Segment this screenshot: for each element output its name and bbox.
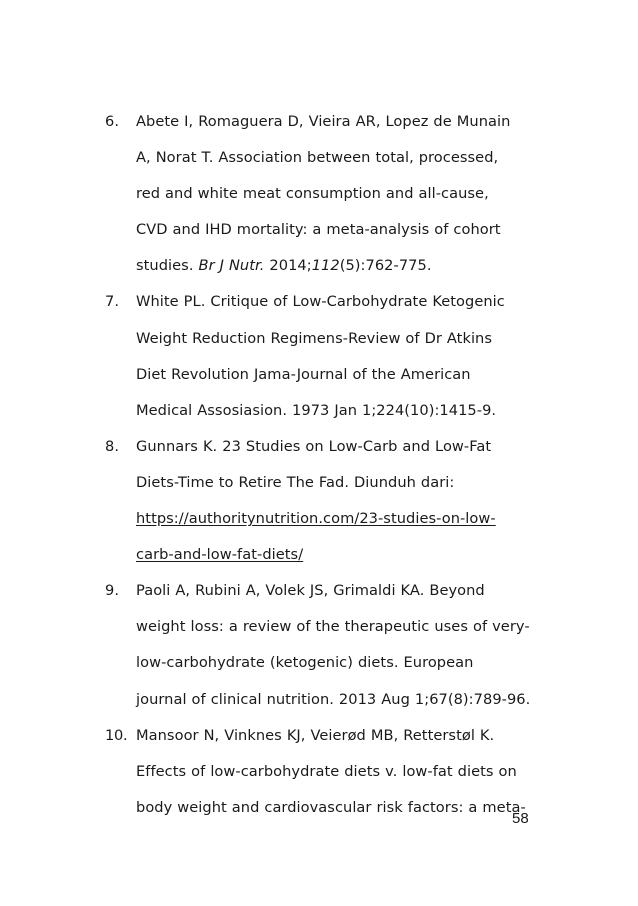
citation-prefix: studies. xyxy=(136,257,199,275)
reference-text-line: Gunnars K. 23 Studies on Low-Carb and Low-Fat xyxy=(136,437,492,455)
reference-text-line: journal of clinical nutrition. 2013 Aug 1;67(8):789-96. xyxy=(136,690,531,708)
reference-url-link[interactable]: https://authoritynutrition.com/23-studies-on-low- xyxy=(136,510,496,528)
reference-text-line: White PL. Critique of Low-Carbohydrate Ketogenic xyxy=(136,293,505,311)
reference-text-line: A, Norat T. Association between total, processed, xyxy=(136,149,499,167)
reference-item-8 xyxy=(105,429,535,573)
citation-year: 2014; xyxy=(264,257,312,275)
reference-citation-line xyxy=(136,248,535,284)
page-number: 58 xyxy=(512,810,529,827)
reference-text-line: Medical Assosiasion. 1973 Jan 1;224(10):1415-9. xyxy=(136,401,497,419)
reference-number: 7. xyxy=(105,293,120,311)
reference-item-10 xyxy=(105,718,535,826)
reference-item-6 xyxy=(105,104,535,284)
reference-text-line: body weight and cardiovascular risk factors: a meta- xyxy=(136,798,526,816)
reference-text-line: red and white meat consumption and all-cause, xyxy=(136,185,489,203)
reference-text-line: low-carbohydrate (ketogenic) diets. European xyxy=(136,654,474,672)
reference-text-line: weight loss: a review of the therapeutic uses of very- xyxy=(136,618,530,636)
reference-text-line: CVD and IHD mortality: a meta-analysis of cohort xyxy=(136,221,501,239)
reference-url-link[interactable]: carb-and-low-fat-diets/ xyxy=(136,546,304,564)
reference-text-line: Diets-Time to Retire The Fad. Diunduh dari: xyxy=(136,473,455,491)
reference-item-9 xyxy=(105,573,535,717)
reference-number: 6. xyxy=(105,113,120,130)
reference-list xyxy=(105,104,535,826)
reference-number: 9. xyxy=(105,582,120,600)
reference-text-line: Abete I, Romaguera D, Vieira AR, Lopez de Munain xyxy=(136,113,511,130)
citation-issue-pages: (5):762-775. xyxy=(339,257,432,275)
journal-volume: 112 xyxy=(311,257,340,275)
journal-name: Br J Nutr. xyxy=(198,257,265,275)
reference-text-line: Weight Reduction Regimens-Review of Dr Atkins xyxy=(136,329,493,347)
reference-item-7 xyxy=(105,284,535,428)
reference-number: 10. xyxy=(105,726,128,744)
reference-text-line: Effects of low-carbohydrate diets v. low-fat diets on xyxy=(136,762,517,780)
reference-text-line: Diet Revolution Jama-Journal of the American xyxy=(136,365,471,383)
reference-text-line: Mansoor N, Vinknes KJ, Veierød MB, Retterstøl K. xyxy=(136,726,495,744)
reference-number: 8. xyxy=(105,437,120,455)
reference-text-line: Paoli A, Rubini A, Volek JS, Grimaldi KA. Beyond xyxy=(136,582,485,600)
